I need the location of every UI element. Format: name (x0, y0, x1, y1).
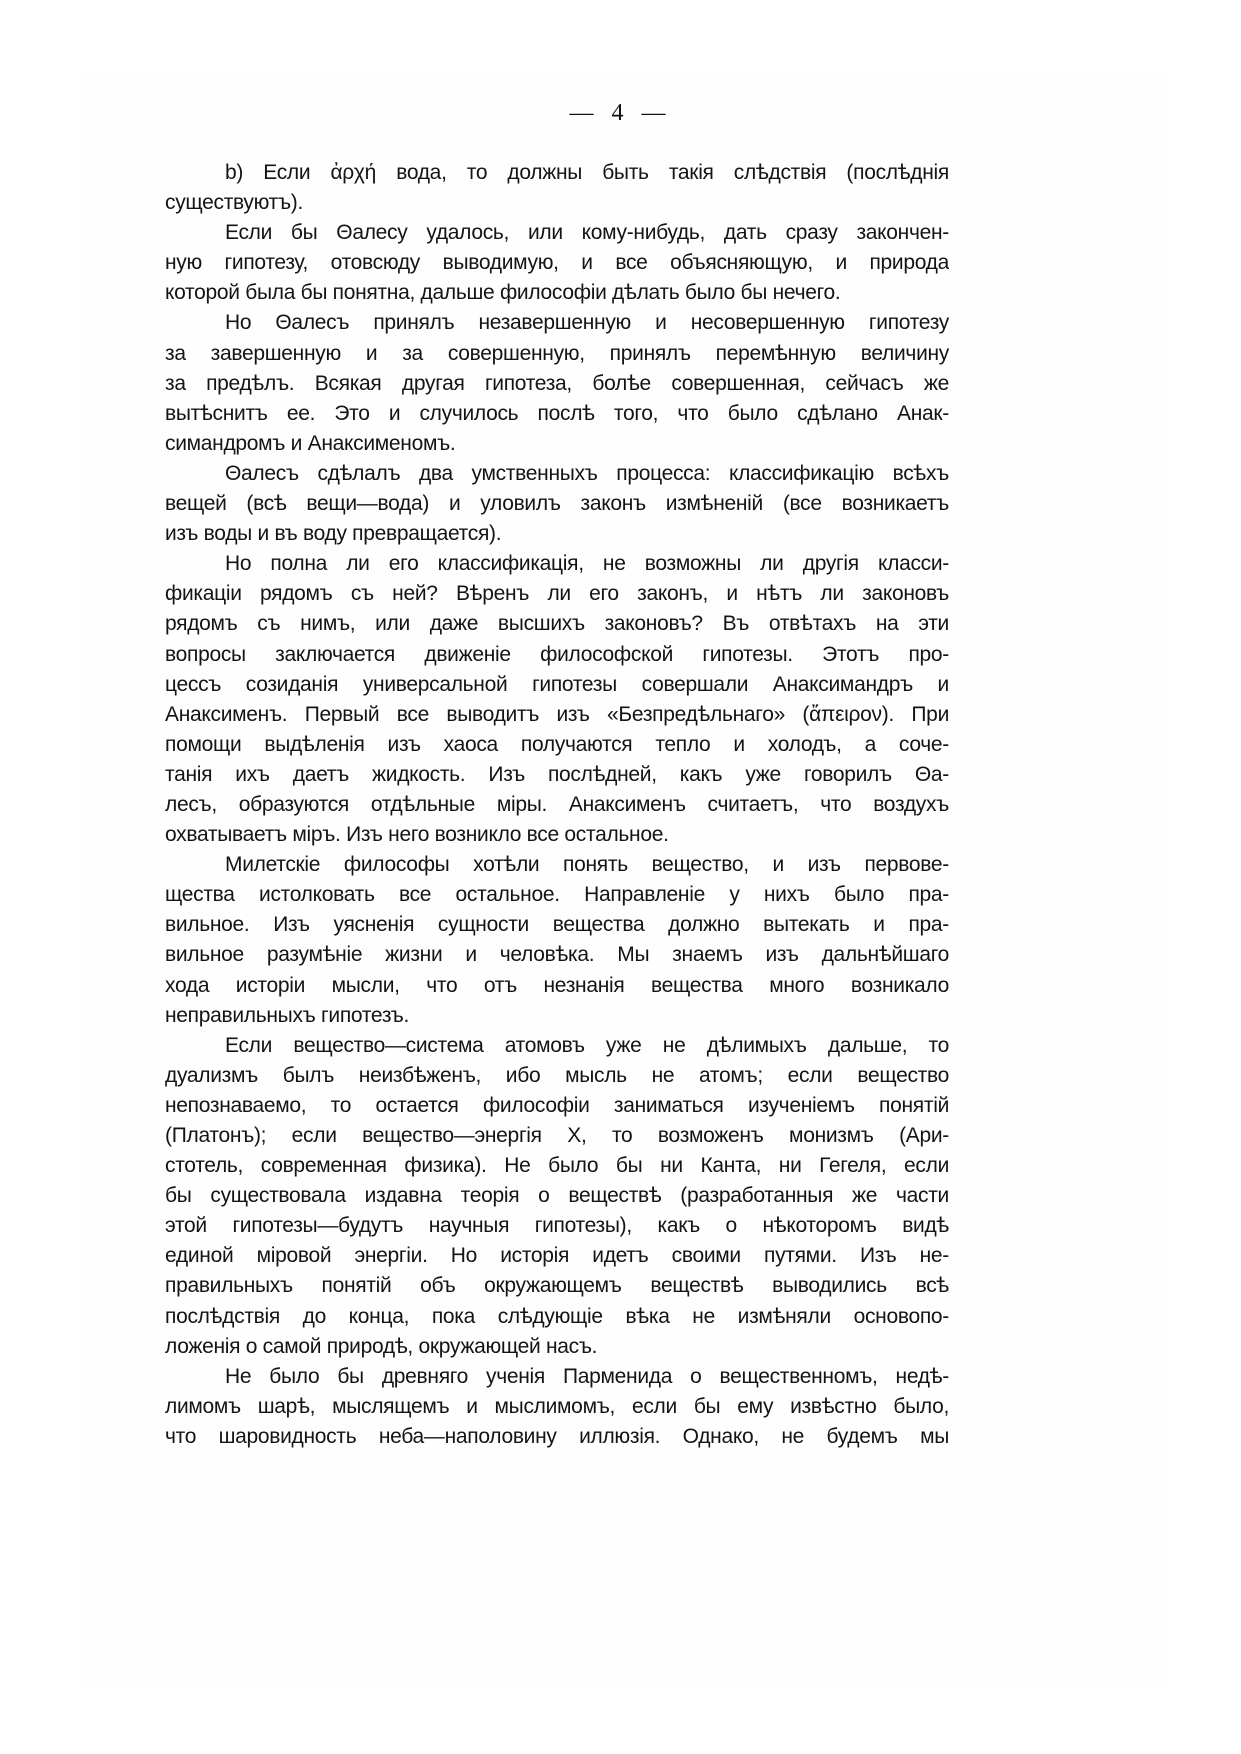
text-line: рядомъ съ нимъ, или даже высшихъ законовъ? Въ отвѣтахъ на эти (165, 612, 949, 636)
text-line: ную гипотезу, отовсюду выводимую, и все объясняющую, и природа (165, 251, 949, 275)
text-line: Если бы Θалесу удалось, или кому-нибудь, дать сразу закончен- (225, 221, 949, 245)
text-line: фикаціи рядомъ съ ней? Вѣренъ ли его законъ, и нѣтъ ли законовъ (165, 582, 949, 606)
text-line: вытѣснитъ ее. Это и случилось послѣ того, что было сдѣлано Анак- (165, 401, 949, 425)
text-line: щества истолковать все остальное. Направленіе у нихъ было пра- (165, 883, 949, 907)
text-line: этой гипотезы—будутъ научныя гипотезы), какъ о нѣкоторомъ видѣ (165, 1214, 949, 1238)
text-line: Если вещество—система атомовъ уже не дѣлимыхъ дальше, то (225, 1033, 949, 1057)
paragraph (165, 308, 949, 458)
text-line: вопросы заключается движеніе философской гипотезы. Этотъ про- (165, 642, 949, 666)
text-line: правильныхъ понятій объ окружающемъ веществѣ выводились всѣ (165, 1274, 949, 1298)
text-line: за завершенную и за совершенную, принялъ перемѣнную величину (165, 341, 949, 365)
text-line: которой была бы понятна, дальше философіи дѣлать было бы нечего. (165, 281, 841, 305)
paragraph (165, 549, 949, 850)
text-line: лимомъ шарѣ, мыслящемъ и мыслимомъ, если бы ему извѣстно было, (165, 1394, 949, 1418)
text-line: непознаваемо, то остается философіи заниматься изученіемъ понятій (165, 1093, 949, 1117)
text-line: Милетскіе философы хотѣли понять вещество, и изъ первове- (225, 853, 949, 877)
text-line: стотель, современная физика). Не было бы ни Канта, ни Гегеля, если (165, 1154, 949, 1178)
text-line: (Платонъ); если вещество—энергія X, то возможенъ монизмъ (Ари- (165, 1124, 949, 1147)
body-text (165, 158, 949, 1452)
text-line: хода исторіи мысли, что отъ незнанія вещества много возникало (165, 973, 949, 997)
paragraph (165, 850, 949, 1031)
text-line: за предѣлъ. Всякая другая гипотеза, болѣе совершенная, сейчасъ же (165, 371, 949, 395)
paragraph (165, 459, 949, 549)
text-line: помощи выдѣленія изъ хаоса получаются тепло и холодъ, а соче- (165, 732, 949, 756)
text-line: что шаровидность неба—наполовину иллюзія. Однако, не будемъ мы (165, 1424, 949, 1448)
text-line: дуализмъ былъ неизбѣженъ, ибо мысль не атомъ; если вещество (165, 1063, 949, 1087)
text-line: неправильныхъ гипотезъ. (165, 1003, 410, 1027)
text-line: цессъ созиданія универсальной гипотезы совершали Анаксимандръ и (165, 672, 949, 696)
paragraph (165, 218, 949, 308)
text-line: лесъ, образуются отдѣльные міры. Анаксименъ считаетъ, что воздухъ (165, 792, 949, 816)
text-line: Θалесъ сдѣлалъ два умственныхъ процесса: классификацію всѣхъ (225, 461, 949, 485)
text-line: танія ихъ даетъ жидкость. Изъ послѣдней, какъ уже говорилъ Θа- (165, 762, 949, 786)
paragraph (165, 1362, 949, 1452)
text-line: охватываетъ міръ. Изъ него возникло все остальное. (165, 823, 669, 847)
text-line: Но Θалесъ принялъ незавершенную и несовершенную гипотезу (225, 311, 949, 335)
text-line: единой міровой энергіи. Но исторія идетъ своими путями. Изъ не- (165, 1244, 949, 1268)
paragraph (165, 1031, 949, 1362)
text-line: изъ воды и въ воду превращается). (165, 522, 502, 546)
text-line: бы существовала издавна теорія о веществѣ (разработанныя же части (165, 1184, 949, 1208)
text-line: вильное. Изъ уясненія сущности вещества должно вытекать и пра- (165, 913, 949, 937)
text-line: ложенія о самой природѣ, окружающей насъ. (165, 1334, 598, 1358)
text-line: b) Если ἀρχή вода, то должны быть такія слѣдствія (послѣднія (225, 161, 949, 184)
page-number: — 4 — (569, 100, 672, 126)
text-line: вещей (всѣ вещи—вода) и уловилъ законъ измѣненій (все возникаетъ (165, 492, 949, 516)
text-line: вильное разумѣніе жизни и человѣка. Мы знаемъ изъ дальнѣйшаго (165, 943, 949, 967)
text-line: Анаксименъ. Первый все выводитъ изъ «Безпредѣльнаго» (ἄπειρον). При (165, 702, 949, 726)
text-line: Но полна ли его классификація, не возможны ли другія класси- (225, 552, 949, 576)
paragraph (165, 158, 949, 218)
text-line: существуютъ). (165, 191, 303, 215)
text-line: послѣдствія до конца, пока слѣдующіе вѣка не измѣняли основопо- (165, 1304, 949, 1328)
text-line: Не было бы древняго ученія Парменида о вещественномъ, недѣ- (225, 1364, 949, 1388)
text-line: симандромъ и Анаксименомъ. (165, 431, 456, 455)
